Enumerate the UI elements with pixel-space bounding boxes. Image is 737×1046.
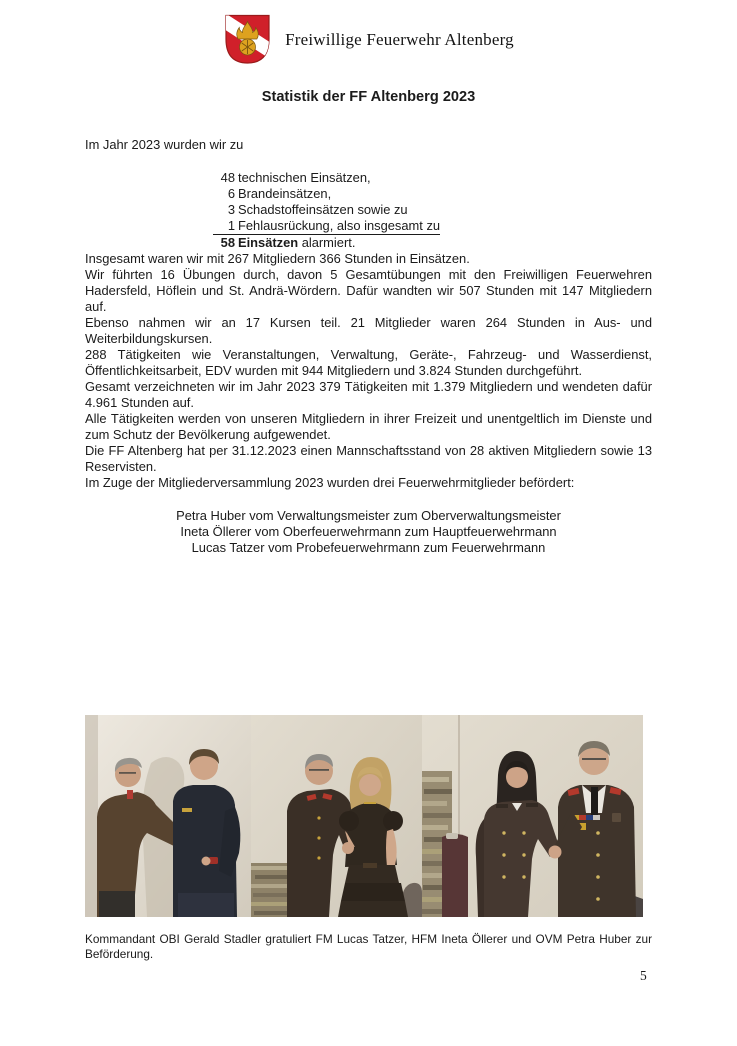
einsatz-row-underlined: [218, 218, 652, 235]
einsatz-list: [85, 170, 652, 251]
paragraph: 288 Tätigkeiten wie Veranstaltungen, Verwaltung, Geräte-, Fahrzeug- und Wasserdienst, Öffentlichkeitsarbeit, EDV wurden mit 944 Mitgliedern und 3.824 Stunden durchgeführt.: [85, 347, 652, 378]
einsatz-count: 1: [227, 218, 235, 233]
einsatz-label: Brandeinsätzen,: [238, 186, 332, 201]
document-title: Statistik der FF Altenberg 2023: [261, 89, 476, 105]
paragraph: Alle Tätigkeiten werden von unseren Mitgliedern in ihrer Freizeit und unentgeltlich im Dienste und zum Schutz der Bevölkerung aufgewendet.: [85, 411, 652, 442]
promotions-intro: Im Zuge der Mitgliederversammlung 2023 wurden drei Feuerwehrmitglieder befördert:: [85, 475, 575, 490]
photo-illustration: [251, 715, 422, 917]
photo-promotion-petra-huber: [422, 715, 643, 917]
einsatz-total-row: [218, 235, 652, 251]
einsatz-total-rest: alarmiert.: [301, 235, 356, 250]
einsatz-total-bold: Einsätzen: [238, 235, 299, 250]
einsatz-row: [218, 186, 652, 202]
photo-promotion-lucas-tatzer: [85, 715, 251, 917]
einsatz-row: [218, 170, 652, 186]
einsatz-count: 48: [220, 170, 235, 185]
einsatz-row: [218, 202, 652, 218]
einsatz-label: Schadstoffeinsätzen sowie zu: [238, 202, 408, 217]
paragraph: Gesamt verzeichneten wir im Jahr 2023 379 Tätigkeiten mit 1.379 Mitgliedern und wendeten dafür 4.961 Stunden auf.: [85, 379, 652, 410]
paragraph: Wir führten 16 Übungen durch, davon 5 Gesamtübungen mit den Freiwilligen Feuerwehren Hadersfeld, Höflein und St. Andrä-Wördern. Dafür wandten wir 507 Stunden mit 147 Mitgliedern auf.: [85, 267, 652, 314]
photo-illustration: [85, 715, 251, 917]
einsatz-label: technischen Einsätzen,: [238, 170, 371, 185]
einsatz-count: 3: [227, 202, 235, 217]
intro-line: Im Jahr 2023 wurden wir zu: [85, 137, 244, 152]
fire-brigade-crest-logo: [223, 13, 272, 66]
photo-row: [85, 715, 643, 917]
paragraph: Ebenso nahmen wir an 17 Kursen teil. 21 Mitglieder waren 264 Stunden in Aus- und Weiterbildungskursen.: [85, 315, 652, 346]
paragraph: Insgesamt waren wir mit 267 Mitgliedern 366 Stunden in Einsätzen.: [85, 251, 470, 266]
promotion-line: Ineta Öllerer vom Oberfeuerwehrmann zum Hauptfeuerwehrmann: [180, 524, 557, 539]
photo-caption: Kommandant OBI Gerald Stadler gratuliert FM Lucas Tatzer, HFM Ineta Öllerer und OVM Petra Huber zur Beförderung.: [85, 932, 652, 961]
einsatz-label: Fehlausrückung, also insgesamt zu: [238, 218, 441, 233]
promotion-lines: [85, 508, 652, 556]
promotion-line: Lucas Tatzer vom Probefeuerwehrmann zum Feuerwehrmann: [191, 540, 546, 555]
paragraph: Die FF Altenberg hat per 31.12.2023 einen Mannschaftsstand von 28 aktiven Mitgliedern sowie 13 Reservisten.: [85, 443, 652, 474]
photo-promotion-ineta-oellerer: [251, 715, 422, 917]
photo-illustration: [422, 715, 643, 917]
einsatz-count: 6: [227, 186, 235, 201]
organization-name: Freiwillige Feuerwehr Altenberg: [285, 29, 514, 49]
page-header: [0, 13, 737, 66]
einsatz-total-count: 58: [220, 235, 235, 250]
body-text: [85, 137, 652, 556]
promotion-line: Petra Huber vom Verwaltungsmeister zum Oberverwaltungsmeister: [176, 508, 561, 523]
page-number: 5: [640, 968, 647, 983]
